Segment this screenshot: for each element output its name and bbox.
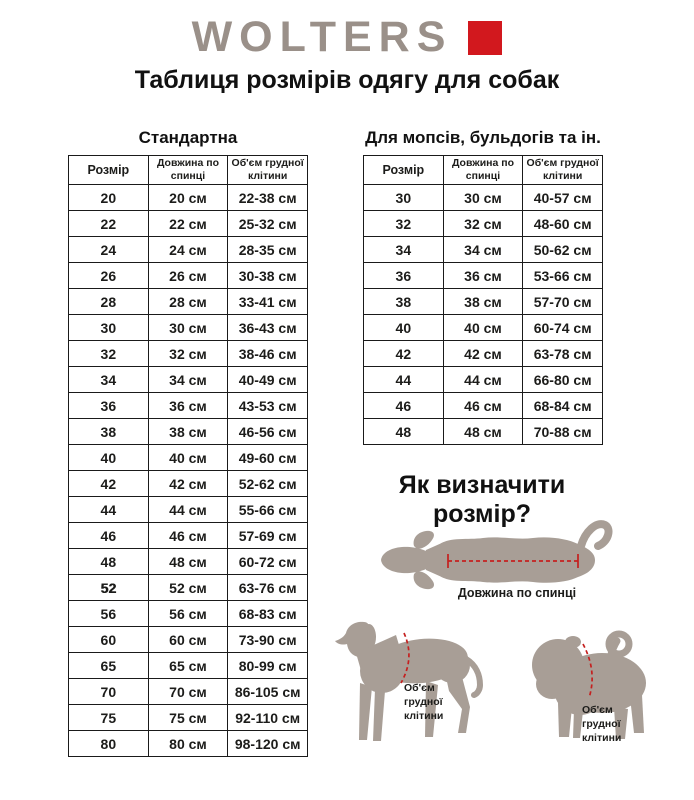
table-cell: 49-60 см bbox=[228, 445, 308, 471]
table-row bbox=[69, 419, 308, 445]
table-row bbox=[69, 549, 308, 575]
bulldog-ear bbox=[565, 636, 581, 648]
table-cell: 56 bbox=[69, 601, 149, 627]
table-cell: 40 bbox=[69, 445, 149, 471]
table-cell: 46 bbox=[364, 393, 444, 419]
table-cell: 50-62 см bbox=[523, 237, 603, 263]
table-cell: 42 bbox=[364, 341, 444, 367]
table-row bbox=[69, 627, 308, 653]
table-cell: 32 bbox=[364, 211, 444, 237]
standard-size-table bbox=[68, 155, 308, 757]
table-cell: 46 см bbox=[148, 523, 228, 549]
table-cell: 48 bbox=[364, 419, 444, 445]
table-row bbox=[69, 341, 308, 367]
table-cell: 36 см bbox=[148, 393, 228, 419]
table-cell: 73-90 см bbox=[228, 627, 308, 653]
table-cell: 68-84 см bbox=[523, 393, 603, 419]
dog-front-leg bbox=[359, 683, 372, 740]
table-cell: 38 bbox=[69, 419, 149, 445]
table-row bbox=[69, 471, 308, 497]
table-cell: 60 bbox=[69, 627, 149, 653]
column-header-chest-girth: Об'єм грудної клітини bbox=[228, 156, 308, 185]
column-header-size: Розмір bbox=[364, 156, 444, 185]
table-cell: 65 см bbox=[148, 653, 228, 679]
table-row bbox=[69, 367, 308, 393]
column-header-back-length: Довжина по спинці bbox=[443, 156, 523, 185]
table-cell: 66-80 см bbox=[523, 367, 603, 393]
table-cell: 53-66 см bbox=[523, 263, 603, 289]
table-cell: 28 bbox=[69, 289, 149, 315]
table-cell: 60-72 см bbox=[228, 549, 308, 575]
table-cell: 52-62 см bbox=[228, 471, 308, 497]
table-cell: 40 см bbox=[443, 315, 523, 341]
table-cell: 92-110 см bbox=[228, 705, 308, 731]
table-row bbox=[69, 393, 308, 419]
table-cell: 20 bbox=[69, 185, 149, 211]
table-row bbox=[364, 341, 603, 367]
table-cell: 24 см bbox=[148, 237, 228, 263]
table-cell: 63-76 см bbox=[228, 575, 308, 601]
table-cell: 52 см bbox=[148, 575, 228, 601]
header-row bbox=[69, 156, 308, 185]
table-cell: 56 см bbox=[148, 601, 228, 627]
table-row bbox=[69, 237, 308, 263]
bulldog-table-caption: Для мопсів, бульдогів та ін. bbox=[365, 128, 601, 147]
table-cell: 36 bbox=[364, 263, 444, 289]
table-cell: 55-66 см bbox=[228, 497, 308, 523]
table-row bbox=[69, 211, 308, 237]
table-cell: 75 bbox=[69, 705, 149, 731]
table-cell: 57-70 см bbox=[523, 289, 603, 315]
table-cell: 30-38 см bbox=[228, 263, 308, 289]
dog-hind-leg bbox=[446, 673, 470, 733]
table-row bbox=[364, 393, 603, 419]
table-cell: 70 см bbox=[148, 679, 228, 705]
table-row bbox=[69, 575, 308, 601]
table-row bbox=[69, 705, 308, 731]
standard-sizes-section bbox=[68, 128, 308, 757]
table-cell: 20 см bbox=[148, 185, 228, 211]
table-row bbox=[69, 263, 308, 289]
table-cell: 24 bbox=[69, 237, 149, 263]
table-cell: 36 bbox=[69, 393, 149, 419]
table-cell: 46-56 см bbox=[228, 419, 308, 445]
bulldog-front-leg bbox=[558, 703, 572, 737]
table-row bbox=[69, 497, 308, 523]
table-cell: 44 bbox=[364, 367, 444, 393]
table-cell: 65 bbox=[69, 653, 149, 679]
header-row bbox=[364, 156, 603, 185]
logo bbox=[0, 13, 694, 61]
table-cell: 46 см bbox=[443, 393, 523, 419]
table-cell: 80 bbox=[69, 731, 149, 757]
table-cell: 30 см bbox=[148, 315, 228, 341]
table-cell: 98-120 см bbox=[228, 731, 308, 757]
table-cell: 48 см bbox=[443, 419, 523, 445]
table-cell: 80-99 см bbox=[228, 653, 308, 679]
table-cell: 42 см bbox=[148, 471, 228, 497]
table-cell: 43-53 см bbox=[228, 393, 308, 419]
table-cell: 38-46 см bbox=[228, 341, 308, 367]
table-cell: 28-35 см bbox=[228, 237, 308, 263]
table-cell: 42 см bbox=[443, 341, 523, 367]
table-cell: 28 см bbox=[148, 289, 228, 315]
table-row bbox=[69, 731, 308, 757]
table-row bbox=[364, 237, 603, 263]
table-cell: 63-78 см bbox=[523, 341, 603, 367]
table-row bbox=[364, 263, 603, 289]
table-cell: 26 bbox=[69, 263, 149, 289]
table-cell: 52 bbox=[69, 575, 149, 601]
table-row bbox=[69, 289, 308, 315]
table-row bbox=[364, 289, 603, 315]
dog-tail bbox=[581, 524, 609, 546]
back-length-label: Довжина по спинці bbox=[457, 586, 577, 600]
dog-head bbox=[381, 547, 432, 573]
table-cell: 68-83 см bbox=[228, 601, 308, 627]
table-row bbox=[69, 185, 308, 211]
how-to-measure-heading: Як визначити розмір? bbox=[398, 471, 566, 528]
table-row bbox=[364, 419, 603, 445]
chest-girth-label: Об'єм грудної клітини bbox=[404, 682, 444, 722]
table-cell: 32 см bbox=[443, 211, 523, 237]
table-cell: 86-105 см bbox=[228, 679, 308, 705]
chest-girth-label: Об'єм грудної клітини bbox=[582, 704, 622, 744]
table-cell: 22 bbox=[69, 211, 149, 237]
bulldog-table-body bbox=[364, 185, 603, 445]
table-cell: 48-60 см bbox=[523, 211, 603, 237]
table-cell: 42 bbox=[69, 471, 149, 497]
table-cell: 34 bbox=[364, 237, 444, 263]
table-row bbox=[69, 523, 308, 549]
table-cell: 48 bbox=[69, 549, 149, 575]
dog-top-view-illustration bbox=[378, 516, 613, 596]
table-cell: 30 bbox=[364, 185, 444, 211]
page-title: Таблиця розмірів одягу для собак bbox=[134, 66, 560, 94]
table-cell: 36 см bbox=[443, 263, 523, 289]
table-cell: 38 bbox=[364, 289, 444, 315]
standard-table-caption: Стандартна bbox=[138, 128, 238, 147]
table-row bbox=[69, 601, 308, 627]
table-cell: 70 bbox=[69, 679, 149, 705]
table-cell: 70-88 см bbox=[523, 419, 603, 445]
dog-front-leg bbox=[373, 689, 385, 741]
table-cell: 40-57 см bbox=[523, 185, 603, 211]
logo-red-square-icon bbox=[468, 21, 502, 55]
table-cell: 30 bbox=[69, 315, 149, 341]
table-cell: 46 bbox=[69, 523, 149, 549]
dog-ear bbox=[414, 571, 434, 589]
table-row bbox=[364, 185, 603, 211]
table-cell: 40-49 см bbox=[228, 367, 308, 393]
table-cell: 34 bbox=[69, 367, 149, 393]
table-cell: 60 см bbox=[148, 627, 228, 653]
table-cell: 44 bbox=[69, 497, 149, 523]
table-cell: 60-74 см bbox=[523, 315, 603, 341]
table-cell: 38 см bbox=[443, 289, 523, 315]
table-cell: 44 см bbox=[148, 497, 228, 523]
table-cell: 34 см bbox=[443, 237, 523, 263]
bulldog-hind-leg bbox=[630, 695, 644, 733]
dog-ear bbox=[414, 531, 434, 549]
table-cell: 34 см bbox=[148, 367, 228, 393]
table-row bbox=[364, 367, 603, 393]
table-row bbox=[364, 315, 603, 341]
table-cell: 32 bbox=[69, 341, 149, 367]
column-header-size: Розмір bbox=[69, 156, 149, 185]
table-cell: 36-43 см bbox=[228, 315, 308, 341]
table-cell: 38 см bbox=[148, 419, 228, 445]
table-cell: 26 см bbox=[148, 263, 228, 289]
table-cell: 75 см bbox=[148, 705, 228, 731]
table-cell: 32 см bbox=[148, 341, 228, 367]
column-header-back-length: Довжина по спинці bbox=[148, 156, 228, 185]
bulldog-size-table bbox=[363, 155, 603, 445]
table-cell: 30 см bbox=[443, 185, 523, 211]
table-cell: 25-32 см bbox=[228, 211, 308, 237]
table-cell: 44 см bbox=[443, 367, 523, 393]
table-cell: 22 см bbox=[148, 211, 228, 237]
table-row bbox=[69, 653, 308, 679]
table-cell: 40 см bbox=[148, 445, 228, 471]
table-row bbox=[69, 679, 308, 705]
table-row bbox=[69, 315, 308, 341]
logo-wordmark: WOLTERS bbox=[191, 13, 453, 61]
table-cell: 33-41 см bbox=[228, 289, 308, 315]
dog-body bbox=[428, 537, 595, 582]
table-cell: 40 bbox=[364, 315, 444, 341]
column-header-chest-girth: Об'єм грудної клітини bbox=[523, 156, 603, 185]
bulldog-sizes-section bbox=[358, 128, 608, 445]
table-cell: 80 см bbox=[148, 731, 228, 757]
table-row bbox=[69, 445, 308, 471]
table-cell: 57-69 см bbox=[228, 523, 308, 549]
table-row bbox=[364, 211, 603, 237]
table-cell: 22-38 см bbox=[228, 185, 308, 211]
standard-table-body bbox=[69, 185, 308, 757]
table-cell: 48 см bbox=[148, 549, 228, 575]
